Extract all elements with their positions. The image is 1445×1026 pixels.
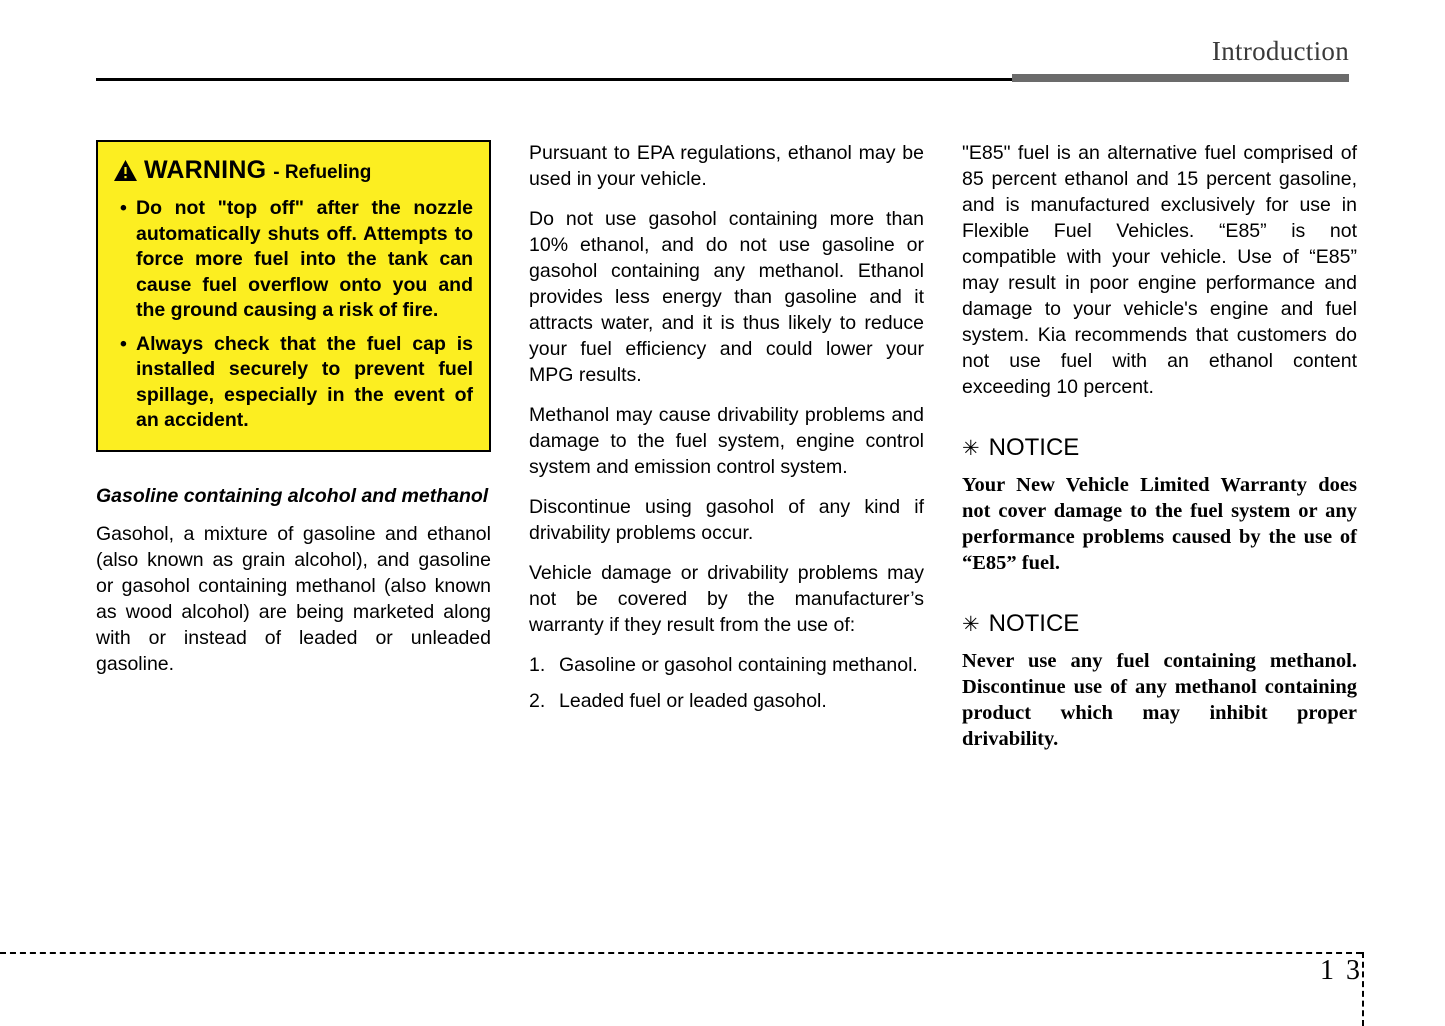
warning-label: WARNING (144, 156, 267, 184)
header-rule-accent (1012, 74, 1349, 82)
warning-header (114, 156, 473, 185)
list-item-text: Gasoline or gasohol containing methanol. (559, 654, 918, 676)
warning-list (114, 196, 473, 434)
warning-triangle-icon (114, 160, 137, 181)
list-item-text: Leaded fuel or leaded gasohol. (559, 690, 827, 712)
notice-header (962, 434, 1357, 462)
notice-header (962, 610, 1357, 638)
paragraph: "E85" fuel is an alternative fuel comprised of 85 percent ethanol and 15 percent gasoline, and is manufactured exclusively for use in Flexible Fuel Vehicles. “E85” is not compatible with your vehicle. Use of “E85” may result in poor engine performance and damage to your vehicle's engine and fuel system. Kia recommends that customers do not use fuel with an ethanol content exceeding 10 percent. (962, 142, 1357, 398)
list-item-number: 1. (529, 654, 546, 676)
notice-block (962, 434, 1357, 576)
warning-box (96, 140, 491, 452)
column-1 (96, 140, 491, 752)
section-heading-gasoline-alcohol: Gasoline containing alcohol and methanol (96, 484, 489, 507)
column-2 (529, 140, 924, 752)
page-title: Introduction (1211, 36, 1349, 66)
paragraph: Methanol may cause drivability problems and damage to the fuel system, engine control system and emission control system. (529, 404, 924, 478)
column-3 (962, 140, 1357, 752)
notice-body: Never use any fuel containing methanol. Discontinue use of any methanol containing product which may inhibit proper drivability. (962, 650, 1357, 750)
paragraph: Do not use gasohol containing more than 10% ethanol, and do not use gasoline or gasohol containing any methanol. Ethanol provides less energy than gasoline and it attracts water, and it is thus likely to reduce your fuel efficiency and could lower your MPG results. (529, 208, 924, 386)
paragraph: Discontinue using gasohol of any kind if drivability problems occur. (529, 496, 924, 544)
chapter-number: 1 (1320, 955, 1334, 986)
paragraph: Gasohol, a mixture of gasoline and ethanol (also known as grain alcohol), and gasoline or gasohol containing methanol (also known as wood alcohol) are being marketed along with or instead of leaded or unleaded gasoline. (96, 522, 491, 675)
list-item (529, 652, 924, 678)
paragraph: Vehicle damage or drivability problems may not be covered by the manufacturer’s warranty if they result from the use of: (529, 562, 924, 636)
notice-title: NOTICE (988, 434, 1080, 461)
footer-divider (0, 952, 1362, 954)
asterisk-icon: ✳ (962, 437, 980, 460)
footer-vertical-divider (1362, 952, 1364, 1026)
asterisk-icon: ✳ (962, 613, 980, 636)
list-item: • Do not "top off" after the nozzle automatically shuts off. Attempts to force more fuel into the tank can cause fuel overflow onto you and the ground causing a risk of fire. (114, 196, 473, 324)
list-item-number: 2. (529, 690, 546, 712)
notice-block (962, 610, 1357, 752)
numbered-list (529, 652, 924, 714)
notice-body: Your New Vehicle Limited Warranty does not cover damage to the fuel system or any performance problems caused by the use of “E85” fuel. (962, 474, 1357, 574)
list-item: • Always check that the fuel cap is installed securely to prevent fuel spillage, especially in the event of an accident. (114, 332, 473, 434)
warning-subtitle: - Refueling (273, 161, 372, 183)
page-header (96, 36, 1349, 86)
page-content (96, 140, 1357, 752)
paragraph: Pursuant to EPA regulations, ethanol may be used in your vehicle. (529, 142, 924, 190)
notice-title: NOTICE (988, 610, 1080, 637)
page-number-value: 3 (1346, 955, 1360, 986)
list-item (529, 688, 924, 714)
